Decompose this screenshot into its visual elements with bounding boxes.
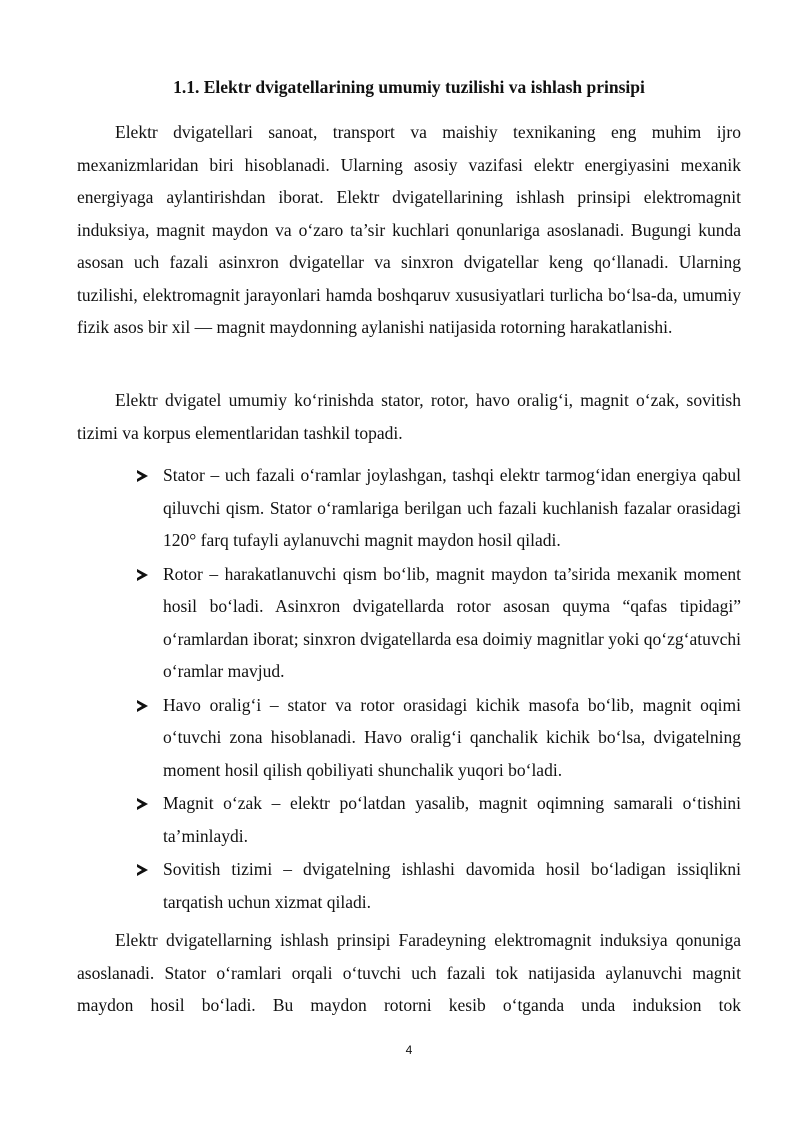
arrow-bullet-icon: [137, 569, 148, 581]
document-page: [77, 0, 741, 1131]
section-heading: 1.1. Elektr dvigatellarining umumiy tuzilishi va ishlash prinsipi: [173, 77, 645, 97]
list-item-cooling-system: [137, 853, 741, 918]
list-item-text: Sovitish tizimi – dvigatelning ishlashi davomida hosil bo‘ladigan issiqlikni tarqatish uchun xizmat qiladi.: [163, 859, 741, 912]
arrow-bullet-icon: [137, 470, 148, 482]
list-item-air-gap: [137, 689, 741, 787]
arrow-bullet-icon: [137, 798, 148, 810]
list-item-text: Stator – uch fazali o‘ramlar joylashgan, tashqi elektr tarmog‘idan energiya qabul qiluvchi qism. Stator o‘ramlariga berilgan uch fazali kuchlanish fazalar orasidagi 120° farq tufayli aylanuvchi magnit maydon hosil qiladi.: [163, 465, 741, 550]
principle-paragraph: Elektr dvigatellarning ishlash prinsipi Faradeyning elektromagnit induksiya qonuniga asoslanadi. Stator o‘ramlari orqali o‘tuvchi uch fazali tok natijasida aylanuvchi magnit maydon hosil bo‘ladi. Bu maydon rotorni kesib o‘tganda unda induksion tok: [77, 930, 741, 1015]
list-item-text: Magnit o‘zak – elektr po‘latdan yasalib, magnit oqimning samarali o‘tishini ta’minlaydi.: [163, 793, 741, 846]
list-item-stator: [137, 459, 741, 557]
page-number: 4: [405, 1043, 413, 1057]
list-item-rotor: [137, 558, 741, 688]
components-list: [137, 459, 741, 919]
components-paragraph: Elektr dvigatel umumiy ko‘rinishda stator, rotor, havo oralig‘i, magnit o‘zak, sovitish tizimi va korpus elementlaridan tashkil topadi.: [77, 390, 741, 443]
list-item-text: Rotor – harakatlanuvchi qism bo‘lib, magnit maydon ta’sirida mexanik moment hosil bo‘ladi. Asinxron dvigatellarda rotor asosan quyma “qafas tipidagi” o‘ramlardan iborat; sinxron dvigatellarda esa doimiy magnitlar yoki qo‘zg‘atuvchi o‘ramlar mavjud.: [163, 563, 741, 681]
arrow-bullet-icon: [137, 700, 148, 712]
intro-paragraph: Elektr dvigatellari sanoat, transport va maishiy texnikaning eng muhim ijro mexanizmlaridan biri hisoblanadi. Ularning asosiy vazifasi elektr energiyasini mexanik energiyaga aylantirishdan iborat. Elektr dvigatellarining ishlash prinsipi elektromagnit induksiya, magnit maydon va o‘zaro ta’sir kuchlari qonunlariga asoslanadi. Bugungi kunda asosan uch fazali asinxron dvigatellar va sinxron dvigatellar keng qo‘llanadi. Ularning tuzilishi, elektromagnit jarayonlari hamda boshqaruv xususiyatlari turlicha bo‘lsa-da, umumiy fizik asos bir xil — magnit maydonning aylanishi natijasida rotorning harakatlanishi.: [77, 122, 741, 337]
list-item-magnetic-core: [137, 787, 741, 852]
arrow-bullet-icon: [137, 864, 148, 876]
list-item-text: Havo oralig‘i – stator va rotor orasidagi kichik masofa bo‘lib, magnit oqimi o‘tuvchi zona hisoblanadi. Havo oralig‘i qanchalik kichik bo‘lsa, dvigatelning moment hosil qilish qobiliyati shunchalik yuqori bo‘ladi.: [163, 694, 741, 780]
